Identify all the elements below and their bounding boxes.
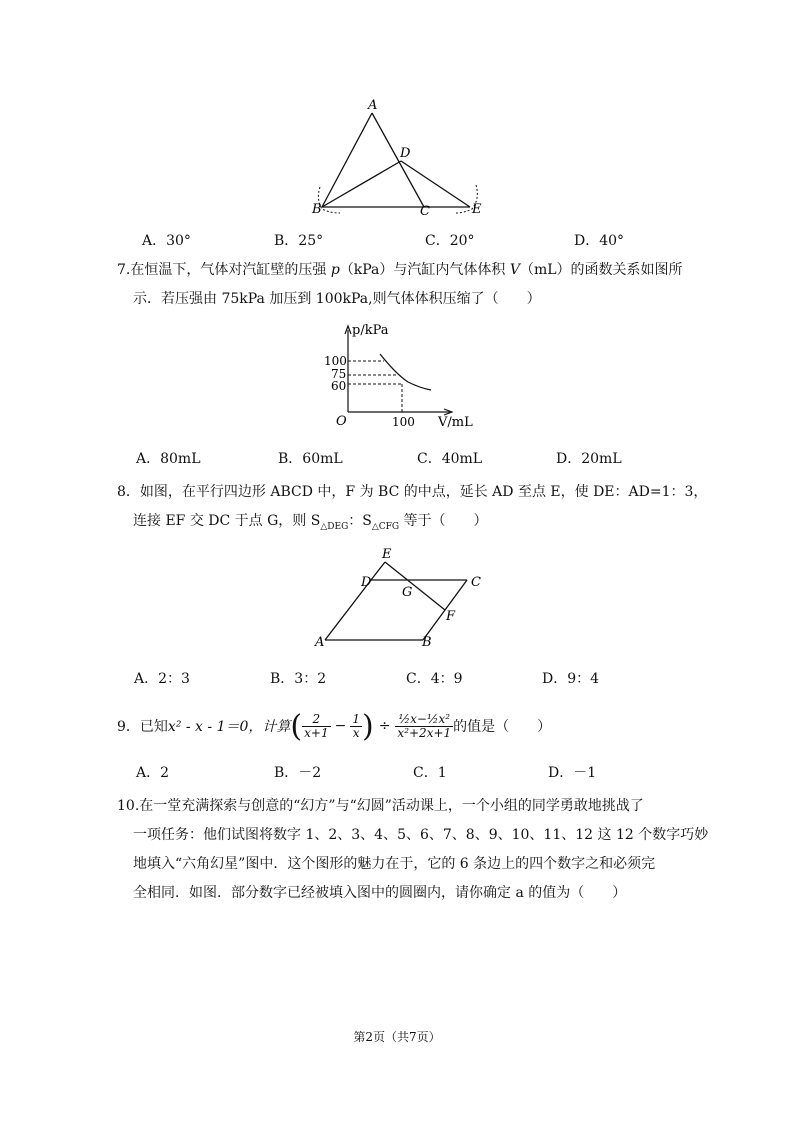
q7-y-tick-60: 60 — [331, 379, 347, 393]
q7-pressure-volume-graph — [318, 320, 473, 432]
q7-option-d[interactable]: D．20mL — [556, 451, 622, 467]
q7-option-c[interactable]: C．40mL — [417, 451, 483, 467]
q6-option-c[interactable]: C．20° — [425, 233, 475, 249]
q8-label-F: F — [446, 609, 456, 624]
q7-y-tick-75: 75 — [331, 367, 347, 381]
q8-option-d[interactable]: D．9：4 — [542, 671, 600, 687]
q9-question: 9．已知 x² - x - 1＝0，计算 ( $\frac{2}{x+1}$ − $\frac{1}{x}$ ) ÷ $\frac{\text{½x−½x²}}{\text{x²+2x+1}}$ 的值是（ ） — [117, 708, 552, 744]
q8-option-c[interactable]: C．4：9 — [406, 671, 463, 687]
q8-question-line2: 连接 EF 交 DC 于点 G，则 $S_{\triangle DEG}$：$S_{\triangle CFG}$ 等于（ ） — [133, 513, 488, 532]
q8-label-A: A — [315, 635, 325, 650]
q8-question-line1: 8．如图，在平行四边形 ABCD 中，F 为 BC 的中点，延长 AD 至点 E，使 DE：AD=1：3， — [117, 484, 708, 500]
q7-question-line2: 示．若压强由 75kPa 加压到 100kPa,则气体体积压缩了（ ） — [133, 291, 541, 307]
q9-fraction-2: $\frac{1}{x}$ — [352, 711, 360, 740]
page-footer: 第2页（共7页） — [353, 1030, 441, 1044]
q8-label-D: D — [361, 575, 372, 590]
q9-option-b[interactable]: B．－2 — [274, 765, 322, 781]
q8-option-a[interactable]: A．2：3 — [134, 671, 190, 687]
q9-fraction-1: $\frac{2}{x+1}$ — [304, 711, 329, 740]
q8-parallelogram-figure — [305, 540, 505, 650]
q7-x-tick-100: 100 — [392, 415, 415, 429]
q7-question-line1: 7.在恒温下，气体对汽缸壁的压强 p（kPa）与汽缸内气体体积 V（mL）的函数关系如图所 — [117, 262, 683, 278]
q8-label-G: G — [402, 585, 413, 600]
q7-x-axis-label: V/mL — [438, 415, 473, 430]
q9-option-d[interactable]: D．－1 — [548, 765, 597, 781]
q7-origin-label: O — [336, 414, 347, 429]
q10-line-4: 全相同．如图．部分数字已经被填入图中的圆圈内，请你确定 a 的值为（ ） — [133, 885, 627, 901]
q9-option-a[interactable]: A．2 — [136, 765, 170, 781]
q7-y-tick-100: 100 — [324, 354, 347, 368]
q10-line-1: 10.在一堂充满探索与创意的“幻方”与“幻圆”活动课上，一个小组的同学勇敢地挑战了 — [117, 798, 644, 814]
q8-label-C: C — [471, 575, 481, 590]
q6-option-b[interactable]: B．25° — [274, 233, 324, 249]
q9-condition: x² - x - 1＝0，计算 — [167, 719, 291, 735]
q6-triangle-figure — [300, 95, 500, 220]
q6-option-a[interactable]: A．30° — [142, 233, 191, 249]
q6-label-E: E — [472, 202, 482, 217]
q7-option-b[interactable]: B．60mL — [278, 451, 343, 467]
q6-label-D: D — [400, 146, 411, 161]
q9-fraction-3: $\frac{\text{½x−½x²}}{\text{x²+2x+1}}$ — [397, 711, 452, 740]
q10-line-3: 地填入“六角幻星”图中．这个图形的魅力在于，它的 6 条边上的四个数字之和必须完 — [133, 856, 656, 872]
q10-line-2: 一项任务：他们试图将数字 1、2、3、4、5、6、7、8、9、10、11、12 这 12 个数字巧妙 — [133, 827, 709, 843]
q8-option-b[interactable]: B．3：2 — [270, 671, 327, 687]
q7-option-a[interactable]: A．80mL — [136, 451, 201, 467]
q6-option-d[interactable]: D．40° — [574, 233, 625, 249]
q6-label-A: A — [368, 98, 378, 113]
q9-option-c[interactable]: C．1 — [413, 765, 447, 781]
q6-label-B: B — [312, 202, 322, 217]
q8-label-B: B — [422, 635, 432, 650]
q8-label-E: E — [382, 547, 392, 562]
q7-y-axis-label: p/kPa — [352, 323, 389, 338]
q6-label-C: C — [420, 204, 430, 219]
